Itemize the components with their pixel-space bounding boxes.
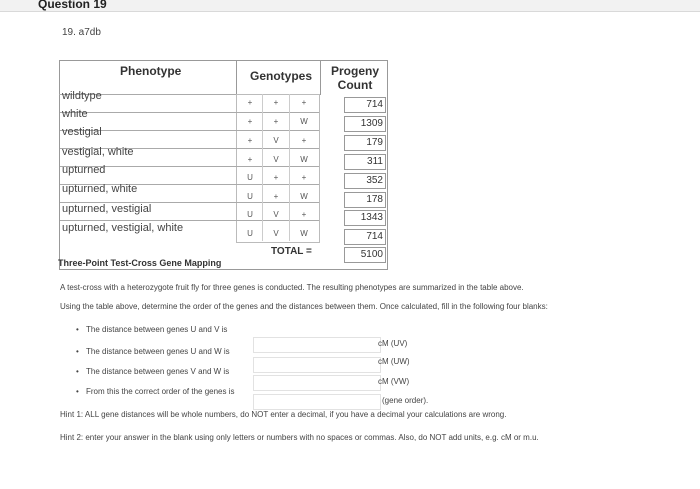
genotype-col-divider [289, 94, 290, 241]
question-id: 19. a7db [62, 27, 101, 38]
distance-uw-input[interactable] [253, 357, 381, 373]
item-label: The distance between genes V and W is [86, 367, 230, 376]
genotype-cell: + [301, 173, 307, 182]
question-title: Question 19 [38, 0, 107, 11]
genotype-cell: + [273, 117, 279, 126]
genotype-cell: V [273, 210, 279, 219]
genotype-cell: + [247, 117, 253, 126]
unit-label: cM (UV) [378, 339, 408, 348]
genotype-cell: + [247, 155, 253, 164]
table-divider [236, 60, 237, 95]
phenotype-cell: vestigial [62, 126, 102, 138]
genotype-cell: W [300, 117, 308, 126]
bullet-icon: • [76, 387, 79, 396]
table-caption: Three-Point Test-Cross Gene Mapping [58, 258, 222, 268]
phenotype-cell: upturned [62, 164, 106, 176]
genotype-cell: + [301, 136, 307, 145]
genotype-cell: + [273, 98, 279, 107]
item-label: From this the correct order of the genes is [86, 387, 235, 396]
phenotype-cell: upturned, vestigial, white [62, 222, 184, 234]
genotype-col-divider [262, 94, 263, 241]
genotype-cell: U [247, 229, 253, 238]
phenotype-cell: white [62, 108, 88, 120]
distance-vw-input[interactable] [253, 375, 381, 391]
phenotype-cell: wildtype [62, 90, 102, 102]
table-divider [320, 60, 321, 95]
progeny-count-cell: 179 [344, 135, 386, 151]
phenotype-cell: upturned, vestigial [62, 203, 152, 215]
genotype-cell: + [301, 210, 307, 219]
total-value: 5100 [344, 247, 386, 263]
question-header [0, 0, 700, 12]
progeny-count-cell: 178 [344, 192, 386, 208]
genotype-cell: + [301, 98, 307, 107]
bullet-icon: • [76, 367, 79, 376]
genotype-cell: W [300, 192, 308, 201]
genotype-cell: V [273, 136, 279, 145]
genotype-cell: + [247, 136, 253, 145]
unit-label: cM (UW) [378, 357, 410, 366]
hint-1: Hint 1: ALL gene distances will be whole numbers, do NOT enter a decimal, if you have a decimal your calculations are wrong. [60, 410, 507, 419]
genotype-cell: V [273, 155, 279, 164]
genotype-cell: U [247, 210, 253, 219]
genotype-cell: + [273, 173, 279, 182]
genotype-cell: V [273, 229, 279, 238]
progeny-count-cell: 714 [344, 229, 386, 245]
row-divider [60, 220, 319, 221]
progeny-count-cell: 714 [344, 97, 386, 113]
row-divider [60, 112, 319, 113]
unit-label: (gene order). [382, 396, 429, 405]
unit-label: cM (VW) [378, 377, 410, 386]
progeny-count-cell: 1309 [344, 116, 386, 132]
total-label: TOTAL = [271, 246, 312, 257]
header-phenotype: Phenotype [120, 64, 182, 78]
genotype-cell: + [247, 98, 253, 107]
progeny-count-cell: 1343 [344, 210, 386, 226]
item-label: The distance between genes U and W is [86, 347, 230, 356]
bullet-icon: • [76, 347, 79, 356]
header-progeny-count: Progeny Count [330, 64, 379, 92]
progeny-count-cell: 311 [344, 154, 386, 170]
progeny-count-cell: 352 [344, 173, 386, 189]
genotype-cell: W [300, 229, 308, 238]
distance-uv-input[interactable] [253, 337, 381, 353]
bullet-icon: • [76, 325, 79, 334]
genotype-cell: U [247, 173, 253, 182]
question-paragraph: A test-cross with a heterozygote fruit fly for three genes is conducted. The resulting phenotypes are summarized in the table above. [60, 283, 524, 292]
phenotype-cell: vestigial, white [62, 146, 134, 158]
item-label: The distance between genes U and V is [86, 325, 228, 334]
gene-order-input[interactable] [253, 394, 381, 410]
genotype-cell: + [273, 192, 279, 201]
phenotype-cell: upturned, white [62, 183, 138, 195]
question-paragraph: Using the table above, determine the order of the genes and the distances between them. Once calculated, fill in the following four blanks: [60, 302, 548, 311]
hint-2: Hint 2: enter your answer in the blank using only letters or numbers with no spaces or commas. Also, do NOT add units, e.g. cM or m.u. [60, 433, 539, 442]
genotype-cell: W [300, 155, 308, 164]
genotype-cell: U [247, 192, 253, 201]
header-genotypes: Genotypes [250, 69, 313, 83]
